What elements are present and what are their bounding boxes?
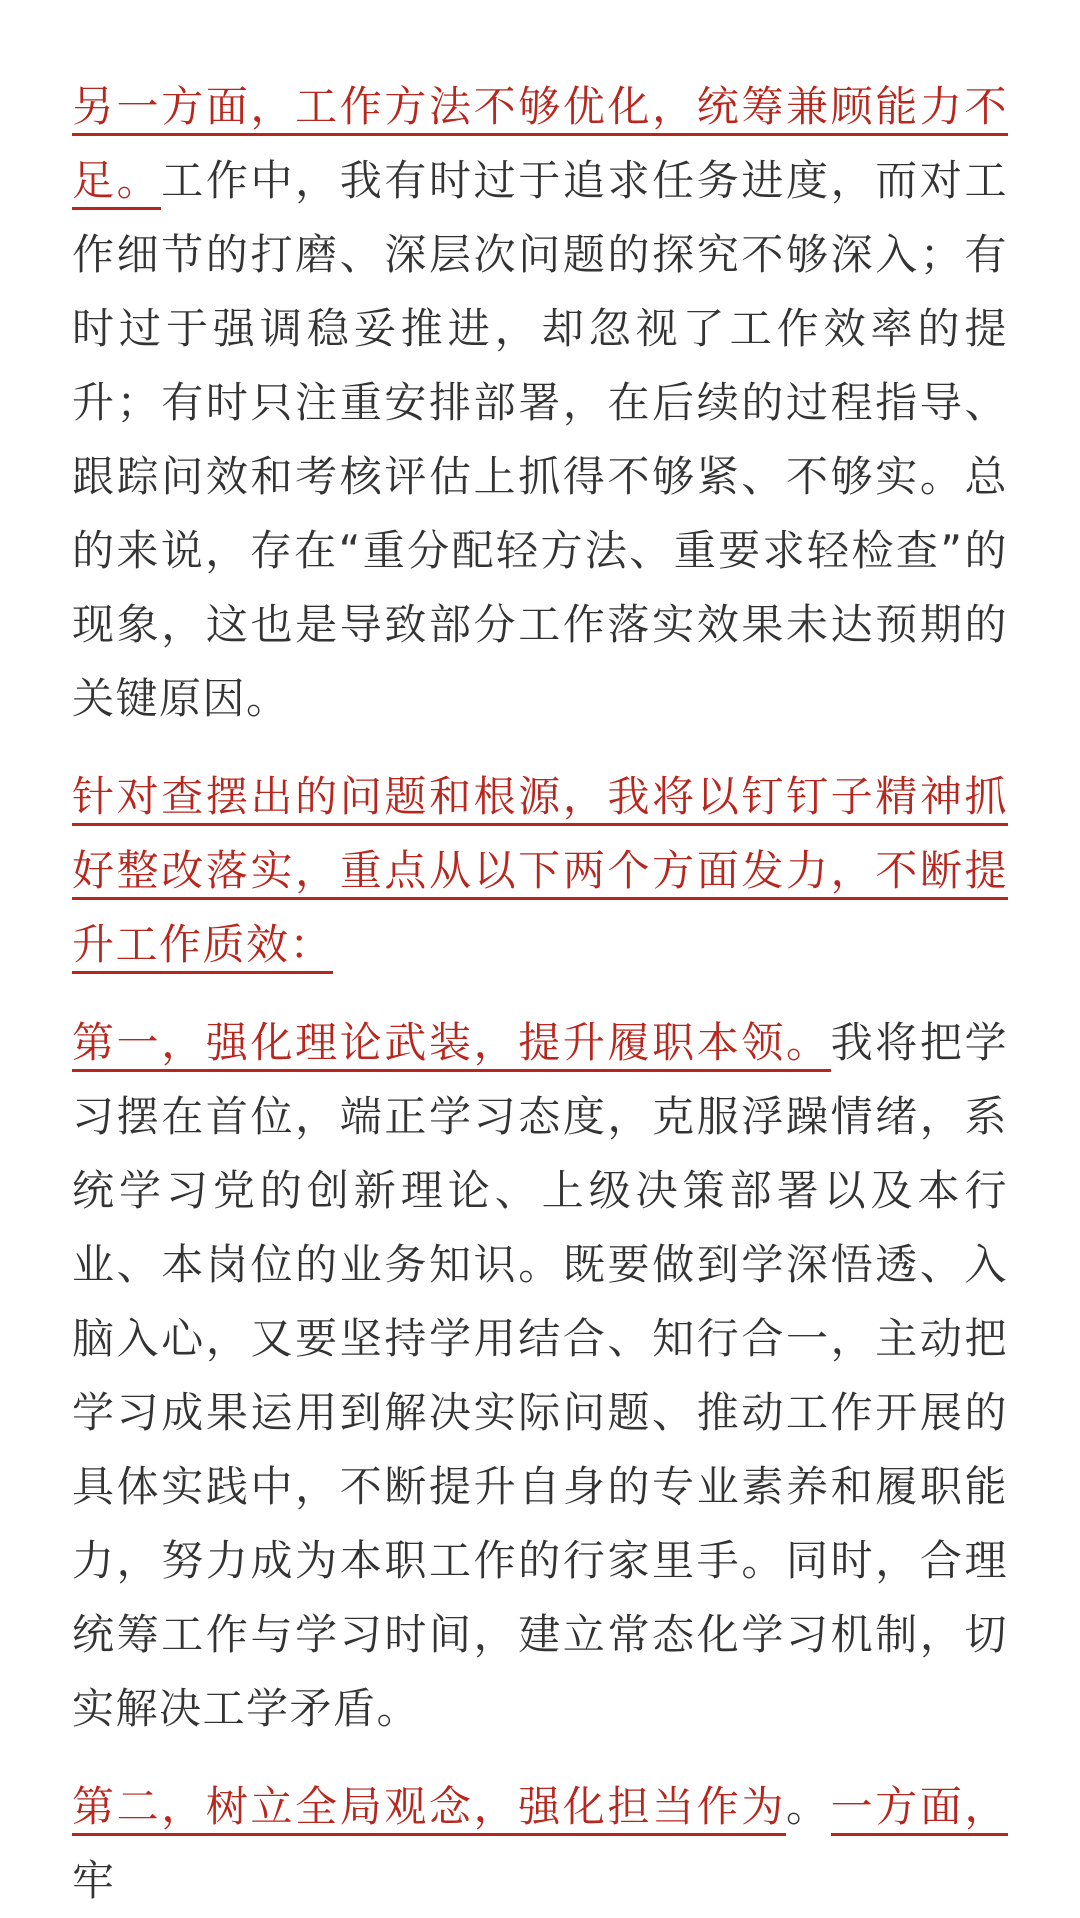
paragraph-rectification-intro — [72, 760, 1008, 982]
emphasis-heading: 针对查摆出的问题和根源，我将以钉钉子精神抓好整改落实，重点从以下两个方面发力，不断提升工作质效： — [72, 772, 1008, 974]
emphasis-heading: 第一，强化理论武装，提升履职本领。 — [72, 1018, 831, 1072]
emphasis-heading: 另一方面，工作方法不够优化，统筹兼顾能力不足。 — [72, 82, 1008, 210]
emphasis-heading: 第二，树立全局观念，强化担当作为 — [72, 1782, 786, 1836]
body-text: 牢 — [72, 1856, 116, 1905]
body-text: 工作中，我有时过于追求任务进度，而对工作细节的打磨、深层次问题的探究不够深入；有时过于强调稳妥推进，却忽视了工作效率的提升；有时只注重安排部署，在后续的过程指导、跟踪问效和考核评估上抓得不够紧、不够实。总的来说，存在“重分配轻方法、重要求轻检查”的现象，这也是导致部分工作落实效果未达预期的关键原因。 — [72, 156, 1008, 723]
paragraph-problem-method — [72, 70, 1008, 736]
document-body — [72, 70, 1008, 1918]
emphasis-subheading: 一方面， — [831, 1782, 1008, 1836]
paragraph-first-measure — [72, 1006, 1008, 1746]
body-text: 我将把学习摆在首位，端正学习态度，克服浮躁情绪，系统学习党的创新理论、上级决策部署以及本行业、本岗位的业务知识。既要做到学深悟透、入脑入心，又要坚持学用结合、知行合一，主动把学习成果运用到解决实际问题、推动工作开展的具体实践中，不断提升自身的专业素养和履职能力，努力成为本职工作的行家里手。同时，合理统筹工作与学习时间，建立常态化学习机制，切实解决工学矛盾。 — [72, 1018, 1008, 1733]
body-text: 。 — [785, 1782, 831, 1831]
paragraph-second-measure — [72, 1770, 1008, 1918]
